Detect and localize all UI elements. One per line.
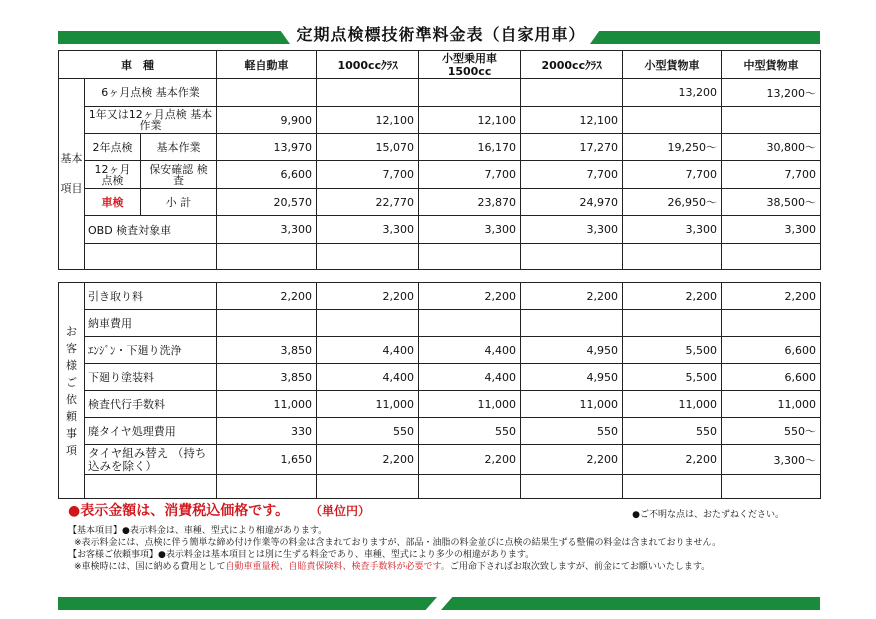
value-cell: 3,300 [317,216,419,244]
value-cell: 3,300 [419,216,521,244]
value-cell: 3,300〜 [722,445,821,475]
basic-items-table [58,50,821,270]
row-safety-check [59,161,821,189]
value-cell: 2,200 [317,445,419,475]
value-cell: 5,500 [623,364,722,391]
label-safety: 保安確認 検査 [141,161,217,189]
value-cell: 3,850 [217,364,317,391]
value-cell: 7,700 [521,161,623,189]
value-cell: 3,300 [217,216,317,244]
value-cell [623,107,722,134]
group-request: お客様ご依頼事項 [59,283,85,499]
request-row [59,310,821,337]
value-cell: 11,000 [419,391,521,418]
value-cell: 11,000 [722,391,821,418]
value-cell: 6,600 [217,161,317,189]
row-2year [59,134,821,161]
label-12month-check: 12ヶ月 点検 [85,161,141,189]
header-1500cc: 小型乗用車 1500cc [419,51,521,79]
value-cell: 11,000 [521,391,623,418]
label-basic-work: 基本作業 [141,134,217,161]
tax-note: ●表示金額は、消費税込価格です。 [68,503,290,519]
value-cell: 550〜 [722,418,821,445]
value-cell: 4,400 [317,337,419,364]
unit-note: （単位円） [309,504,370,518]
request-row-blank [59,475,821,499]
value-cell: 11,000 [217,391,317,418]
value-cell: 1,650 [217,445,317,475]
value-cell: 12,100 [317,107,419,134]
request-label: 引き取り料 [85,283,217,310]
title-bar-left [58,31,290,44]
label-12month: 1年又は12ヶ月点検 基本作業 [85,107,217,134]
value-cell: 2,200 [217,283,317,310]
value-cell: 9,900 [217,107,317,134]
value-cell: 7,700 [317,161,419,189]
notes [68,505,828,573]
value-cell: 7,700 [722,161,821,189]
value-cell: 330 [217,418,317,445]
label-obd: OBD 検査対象車 [85,216,217,244]
value-cell: 550 [419,418,521,445]
value-cell: 20,570 [217,189,317,216]
label-2year: 2年点検 [85,134,141,161]
request-label: タイヤ組み替え （持ち込みを除く） [85,445,217,475]
value-cell [722,107,821,134]
ask-note: ●ご不明な点は、おたずねください。 [632,510,784,520]
value-cell: 2,200 [722,283,821,310]
request-row [59,337,821,364]
value-cell: 12,100 [521,107,623,134]
value-cell: 30,800〜 [722,134,821,161]
value-cell [419,79,521,107]
value-cell: 11,000 [317,391,419,418]
header-medium-truck: 中型貨物車 [722,51,821,79]
header-1000cc: 1000ccｸﾗｽ [317,51,419,79]
value-cell [217,310,317,337]
value-cell: 3,300 [521,216,623,244]
request-row [59,391,821,418]
value-cell [623,310,722,337]
header-small-truck: 小型貨物車 [623,51,722,79]
value-cell: 19,250〜 [623,134,722,161]
value-cell: 3,300 [623,216,722,244]
request-label: 廃タイヤ処理費用 [85,418,217,445]
value-cell: 3,850 [217,337,317,364]
value-cell: 6,600 [722,364,821,391]
request-items-table [58,282,821,499]
value-cell: 15,070 [317,134,419,161]
value-cell: 4,400 [419,337,521,364]
value-cell: 13,200〜 [722,79,821,107]
request-label: 納車費用 [85,310,217,337]
value-cell: 3,300 [722,216,821,244]
footer-bar-right [441,597,820,610]
page-title: 定期点検標技術準料金表（自家用車） [296,25,586,44]
value-cell: 16,170 [419,134,521,161]
value-cell: 550 [623,418,722,445]
value-cell [317,79,419,107]
value-cell: 2,200 [623,283,722,310]
header-2000cc: 2000ccｸﾗｽ [521,51,623,79]
value-cell: 6,600 [722,337,821,364]
request-row [59,445,821,475]
header-vehicle: 車 種 [59,51,217,79]
note-line-3: 【お客様ご依頼事項】●表示料金は基本項目とは別に生ずる料金であり、車種、型式により多少の相違があります。 [68,550,535,560]
value-cell: 22,770 [317,189,419,216]
value-cell: 2,200 [419,283,521,310]
footer-bar-left [58,597,437,610]
value-cell: 17,270 [521,134,623,161]
value-cell: 550 [317,418,419,445]
value-cell [521,310,623,337]
value-cell: 26,950〜 [623,189,722,216]
value-cell: 13,970 [217,134,317,161]
value-cell: 4,400 [419,364,521,391]
title-banner [58,20,820,48]
value-cell: 38,500〜 [722,189,821,216]
value-cell [217,79,317,107]
value-cell: 23,870 [419,189,521,216]
header-row [59,51,821,79]
row-subtotal [59,189,821,216]
value-cell: 2,200 [623,445,722,475]
value-cell [419,310,521,337]
label-shaken: 車検 [85,189,141,216]
value-cell: 2,200 [419,445,521,475]
note-line-1: 【基本項目】●表示料金は、車種、型式により相違があります。 [68,526,328,536]
value-cell: 2,200 [317,283,419,310]
note-line-2: ※表示料金には、点検に伴う簡単な締め付け作業等の料金は含まれておりますが、部品・油脂の料金並びに点検の結果生ずる整備の料金は含まれておりません。 [74,538,722,548]
request-label: 下廻り塗装料 [85,364,217,391]
request-row [59,364,821,391]
value-cell: 4,950 [521,364,623,391]
label-subtotal: 小 計 [141,189,217,216]
value-cell: 24,970 [521,189,623,216]
row-6month [59,79,821,107]
group-basic: 基本項目 [59,79,85,270]
value-cell: 5,500 [623,337,722,364]
value-cell: 13,200 [623,79,722,107]
request-label: ｴﾝｼﾞﾝ・下廻り洗浄 [85,337,217,364]
label-6month: 6ヶ月点検 基本作業 [85,79,217,107]
value-cell: 4,950 [521,337,623,364]
value-cell [722,310,821,337]
value-cell: 12,100 [419,107,521,134]
value-cell: 11,000 [623,391,722,418]
row-obd [59,216,821,244]
header-kei: 軽自動車 [217,51,317,79]
row-blank [59,244,821,270]
title-bar-right [590,31,820,44]
value-cell: 7,700 [623,161,722,189]
request-label: 検査代行手数料 [85,391,217,418]
value-cell: 550 [521,418,623,445]
value-cell: 2,200 [521,283,623,310]
value-cell [521,79,623,107]
request-row [59,418,821,445]
request-row [59,283,821,310]
value-cell: 2,200 [521,445,623,475]
value-cell: 4,400 [317,364,419,391]
note-line-4: ※車検時には、国に納める費用として自動車重量税、自賠責保険料、検査手数料が必要です。ご用命下さればお取次致しますが、前金にてお願いいたします。 [74,562,711,572]
value-cell [317,310,419,337]
row-12month [59,107,821,134]
value-cell: 7,700 [419,161,521,189]
